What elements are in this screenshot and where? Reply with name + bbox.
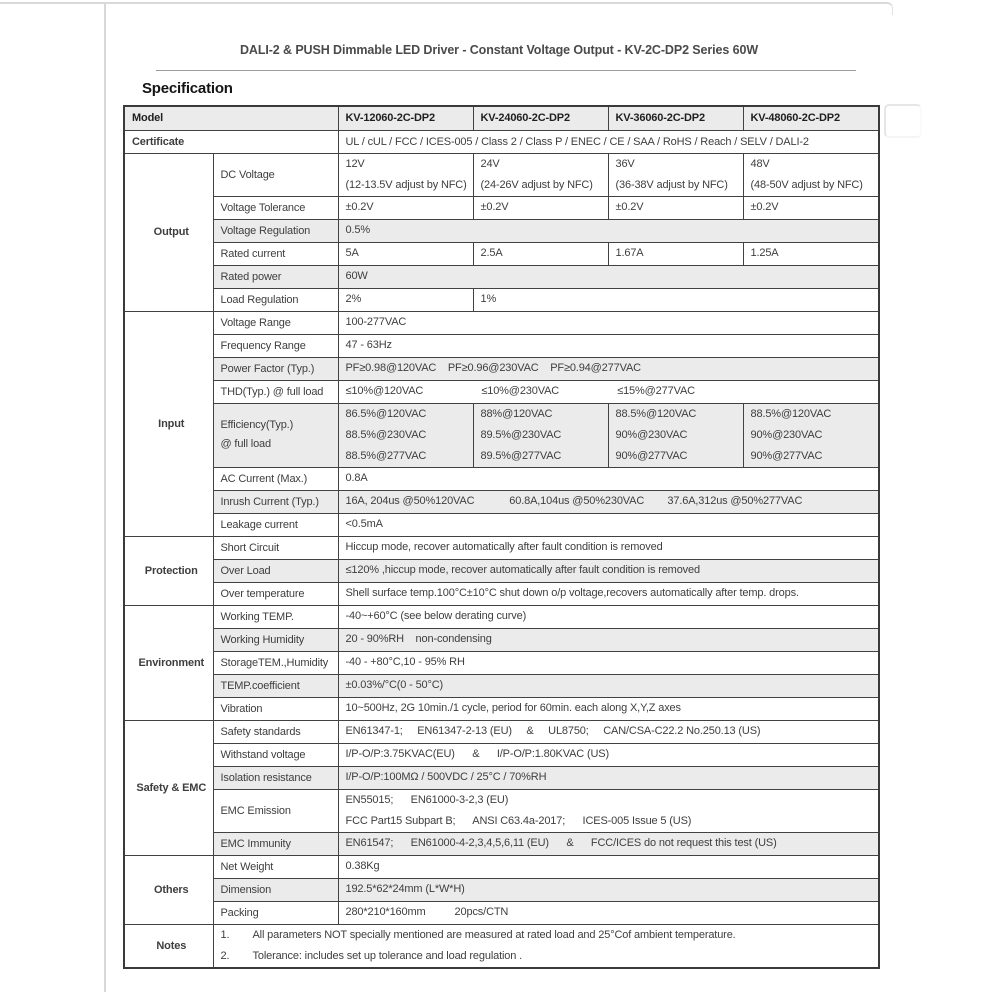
notes-label: Notes — [124, 924, 213, 968]
value-cell: 100-277VAC — [338, 311, 879, 334]
table-row — [124, 403, 879, 467]
value-cell: 86.5%@120VAC 88.5%@230VAC 88.5%@277VAC — [338, 403, 473, 467]
table-row — [124, 674, 879, 697]
value-cell: Shell surface temp.100°C±10°C shut down o/p voltage,recovers automatically after temp. drops. — [338, 582, 879, 605]
param-label: Net Weight — [213, 855, 338, 878]
value-cell: 280*210*160mm 20pcs/CTN — [338, 901, 879, 924]
param-label: Leakage current — [213, 513, 338, 536]
param-label: Voltage Range — [213, 311, 338, 334]
certificate-row — [124, 130, 879, 153]
param-label: Voltage Regulation — [213, 219, 338, 242]
value-cell: EN61347-1; EN61347-2-13 (EU) & UL8750; CAN/CSA-C22.2 No.250.13 (US) — [338, 720, 879, 743]
value-cell: 5A — [338, 242, 473, 265]
model-cell: KV-24060-2C-DP2 — [473, 106, 608, 130]
param-label: EMC Emission — [213, 789, 338, 832]
table-row — [124, 651, 879, 674]
table-row — [124, 832, 879, 855]
table-row — [124, 380, 879, 403]
value-cell: PF≥0.98@120VAC PF≥0.96@230VAC PF≥0.94@277VAC — [338, 357, 879, 380]
value-cell: I/P-O/P:3.75KVAC(EU) & I/P-O/P:1.80KVAC (US) — [338, 743, 879, 766]
param-label: Vibration — [213, 697, 338, 720]
value-cell: -40~+60°C (see below derating curve) — [338, 605, 879, 628]
param-label: TEMP.coefficient — [213, 674, 338, 697]
value-cell: 1% — [473, 288, 879, 311]
table-row — [124, 334, 879, 357]
table-row — [124, 582, 879, 605]
param-label: Withstand voltage — [213, 743, 338, 766]
param-label: StorageTEM.,Humidity — [213, 651, 338, 674]
table-row — [124, 559, 879, 582]
section-label: Others — [124, 855, 213, 924]
value-cell: -40 - +80°C,10 - 95% RH — [338, 651, 879, 674]
model-cell: KV-36060-2C-DP2 — [608, 106, 743, 130]
value-cell: 1.25A — [743, 242, 879, 265]
table-row — [124, 219, 879, 242]
table-row — [124, 789, 879, 832]
certificate-label: Certificate — [124, 130, 338, 153]
page-left-border — [104, 3, 106, 992]
value-cell: 24V (24-26V adjust by NFC) — [473, 153, 608, 196]
model-cell: KV-12060-2C-DP2 — [338, 106, 473, 130]
page-corner-artifact — [884, 104, 922, 138]
value-cell: 48V (48-50V adjust by NFC) — [743, 153, 879, 196]
value-cell: ≤120% ,hiccup mode, recover automatically after fault condition is removed — [338, 559, 879, 582]
table-row — [124, 901, 879, 924]
table-row — [124, 265, 879, 288]
notes-row — [124, 924, 879, 968]
table-row — [124, 196, 879, 219]
param-label: Over Load — [213, 559, 338, 582]
value-cell: I/P-O/P:100MΩ / 500VDC / 25°C / 70%RH — [338, 766, 879, 789]
table-row — [124, 605, 879, 628]
value-cell: 12V (12-13.5V adjust by NFC) — [338, 153, 473, 196]
param-label: Frequency Range — [213, 334, 338, 357]
table-row — [124, 855, 879, 878]
table-row — [124, 467, 879, 490]
param-label: Voltage Tolerance — [213, 196, 338, 219]
value-cell: 47 - 63Hz — [338, 334, 879, 357]
param-label: Over temperature — [213, 582, 338, 605]
param-label: EMC Immunity — [213, 832, 338, 855]
value-cell: 192.5*62*24mm (L*W*H) — [338, 878, 879, 901]
value-cell: 10~500Hz, 2G 10min./1 cycle, period for 60min. each along X,Y,Z axes — [338, 697, 879, 720]
table-row — [124, 697, 879, 720]
param-label: Packing — [213, 901, 338, 924]
value-cell: 2% — [338, 288, 473, 311]
value-cell: ±0.2V — [743, 196, 879, 219]
section-label: Input — [124, 311, 213, 536]
param-label: Short Circuit — [213, 536, 338, 559]
param-label: Rated power — [213, 265, 338, 288]
param-label: AC Current (Max.) — [213, 467, 338, 490]
param-label: Working Humidity — [213, 628, 338, 651]
param-label: Dimension — [213, 878, 338, 901]
param-label: Inrush Current (Typ.) — [213, 490, 338, 513]
value-cell: ±0.2V — [338, 196, 473, 219]
value-cell: 88.5%@120VAC 90%@230VAC 90%@277VAC — [743, 403, 879, 467]
value-cell: 0.5% — [338, 219, 879, 242]
param-label: Working TEMP. — [213, 605, 338, 628]
param-label: Load Regulation — [213, 288, 338, 311]
value-cell: ±0.03%/°C(0 - 50°C) — [338, 674, 879, 697]
table-row — [124, 311, 879, 334]
specification-heading: Specification — [142, 80, 233, 97]
table-row — [124, 513, 879, 536]
value-cell: 16A, 204us @50%120VAC 60.8A,104us @50%230VAC 37.6A,312us @50%277VAC — [338, 490, 879, 513]
table-row — [124, 628, 879, 651]
value-cell: <0.5mA — [338, 513, 879, 536]
param-label: Power Factor (Typ.) — [213, 357, 338, 380]
value-cell: 0.8A — [338, 467, 879, 490]
note-item: 1. All parameters NOT specially mentioned are measured at rated load and 25°Cof ambient temperature. — [220, 928, 736, 941]
table-row — [124, 766, 879, 789]
table-row — [124, 490, 879, 513]
table-row — [124, 720, 879, 743]
param-label: DC Voltage — [213, 153, 338, 196]
table-row — [124, 357, 879, 380]
value-cell: 36V (36-38V adjust by NFC) — [608, 153, 743, 196]
param-label: Safety standards — [213, 720, 338, 743]
param-label: THD(Typ.) @ full load — [213, 380, 338, 403]
table-row — [124, 878, 879, 901]
section-label: Output — [124, 153, 213, 311]
value-cell: 20 - 90%RH non-condensing — [338, 628, 879, 651]
page-top-border — [0, 2, 893, 15]
certificate-value: UL / cUL / FCC / ICES-005 / Class 2 / Class P / ENEC / CE / SAA / RoHS / Reach / SELV / DALI-2 — [338, 130, 879, 153]
table-row — [124, 153, 879, 196]
param-label: Isolation resistance — [213, 766, 338, 789]
value-cell: 88%@120VAC 89.5%@230VAC 89.5%@277VAC — [473, 403, 608, 467]
value-cell: 2.5A — [473, 242, 608, 265]
table-row — [124, 743, 879, 766]
notes-content — [213, 924, 879, 968]
document-title: DALI-2 & PUSH Dimmable LED Driver - Constant Voltage Output - KV-2C-DP2 Series 60W — [239, 43, 759, 57]
value-cell: 60W — [338, 265, 879, 288]
value-cell: 0.38Kg — [338, 855, 879, 878]
section-label: Environment — [124, 605, 213, 720]
spec-table — [123, 105, 880, 969]
value-cell: EN61547; EN61000-4-2,3,4,5,6,11 (EU) & FCC/ICES do not request this test (US) — [338, 832, 879, 855]
note-item: 2. Tolerance: includes set up tolerance and load regulation . — [220, 949, 523, 962]
param-label: Efficiency(Typ.) @ full load — [213, 403, 338, 467]
value-cell: ≤10%@120VAC ≤10%@230VAC ≤15%@277VAC — [338, 380, 879, 403]
model-header-row — [124, 106, 879, 130]
value-cell: 88.5%@120VAC 90%@230VAC 90%@277VAC — [608, 403, 743, 467]
value-cell: EN55015; EN61000-3-2,3 (EU) FCC Part15 Subpart B; ANSI C63.4a-2017; ICES-005 Issue 5 (US) — [338, 789, 879, 832]
value-cell: ±0.2V — [608, 196, 743, 219]
section-label: Protection — [124, 536, 213, 605]
table-row — [124, 242, 879, 265]
model-label: Model — [124, 106, 338, 130]
value-cell: Hiccup mode, recover automatically after fault condition is removed — [338, 536, 879, 559]
section-label: Safety & EMC — [124, 720, 213, 855]
value-cell: 1.67A — [608, 242, 743, 265]
value-cell: ±0.2V — [473, 196, 608, 219]
param-label: Rated current — [213, 242, 338, 265]
model-cell: KV-48060-2C-DP2 — [743, 106, 879, 130]
table-row — [124, 288, 879, 311]
title-divider — [156, 70, 856, 71]
table-row — [124, 536, 879, 559]
